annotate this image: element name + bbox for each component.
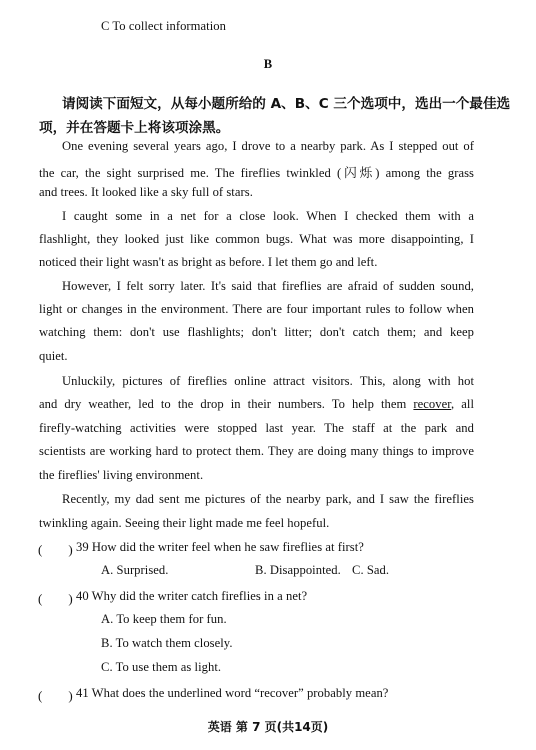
paragraph-line: flashlight, they looked just like common bugs. What was more disappointing, I bbox=[39, 232, 474, 246]
option-c: C. Sad. bbox=[352, 563, 390, 577]
answer-blank[interactable]: ( ) bbox=[38, 591, 73, 606]
paragraph-line: However, I felt sorry later. It's said that fireflies are afraid of sudden sound, bbox=[62, 279, 474, 293]
paragraph-line: scientists are working hard to protect them. They are doing many things to improve bbox=[39, 444, 474, 458]
option-b: B. Disappointed. bbox=[255, 563, 341, 577]
paragraph-line: and trees. It looked like a sky full of stars. bbox=[39, 185, 253, 199]
answer-blank[interactable]: ( ) bbox=[38, 688, 73, 703]
paragraph-line bbox=[39, 397, 474, 412]
paragraph-line: light or changes in the environment. There are four important rules to follow when bbox=[39, 302, 474, 316]
option-c: C. To use them as light. bbox=[101, 660, 222, 674]
question-stem: 41 What does the underlined word “recover” probably mean? bbox=[76, 686, 389, 700]
instruction-line-1: 请阅读下面短文，从每小题所给的 A、B、C 三个选项中，选出一个最佳选 bbox=[62, 96, 511, 112]
paragraph-line: noticed their light wasn't as bright as before. I let them go and left. bbox=[39, 255, 378, 269]
paragraph-text: and dry weather, led to the drop in their numbers. To help them bbox=[39, 397, 414, 411]
paragraph-line: firefly-watching activities were stopped last year. The staff at the park and bbox=[39, 421, 474, 435]
paragraph-line: I caught some in a net for a close look. When I checked them with a bbox=[62, 209, 474, 223]
underlined-word-recover: recover bbox=[413, 397, 452, 411]
paragraph-line: the car, the sight surprised me. The fireflies twinkled (闪烁) among the grass bbox=[39, 166, 474, 180]
option-a: A. To keep them for fun. bbox=[101, 612, 227, 626]
question-stem: 39 How did the writer feel when he saw fireflies at first? bbox=[76, 540, 364, 554]
answer-blank[interactable]: ( ) bbox=[38, 542, 73, 557]
paragraph-line: quiet. bbox=[39, 349, 68, 363]
page-footer: 英语 第 7 页(共14页) bbox=[207, 720, 329, 734]
paragraph-line: Unluckily, pictures of fireflies online attract visitors. This, along with hot bbox=[62, 374, 474, 388]
paragraph-line: watching them: don't use flashlights; don't litter; don't catch them; and keep bbox=[39, 325, 474, 339]
option-a: A. Surprised. bbox=[101, 563, 169, 577]
question-stem: 40 Why did the writer catch fireflies in a net? bbox=[76, 589, 308, 603]
paragraph-line: the fireflies' living environment. bbox=[39, 468, 204, 482]
paragraph-line: Recently, my dad sent me pictures of the nearby park, and I saw the fireflies bbox=[62, 492, 474, 506]
section-heading: B bbox=[263, 57, 273, 71]
instruction-line-2: 项，并在答题卡上将该项涂黑。 bbox=[39, 120, 230, 136]
paragraph-text: , all bbox=[451, 397, 474, 411]
option-b: B. To watch them closely. bbox=[101, 636, 233, 650]
paragraph-line: twinkling again. Seeing their light made me feel hopeful. bbox=[39, 516, 330, 530]
paragraph-line: One evening several years ago, I drove to a nearby park. As I stepped out of bbox=[62, 139, 474, 153]
previous-question-option-c: C To collect information bbox=[101, 19, 226, 33]
